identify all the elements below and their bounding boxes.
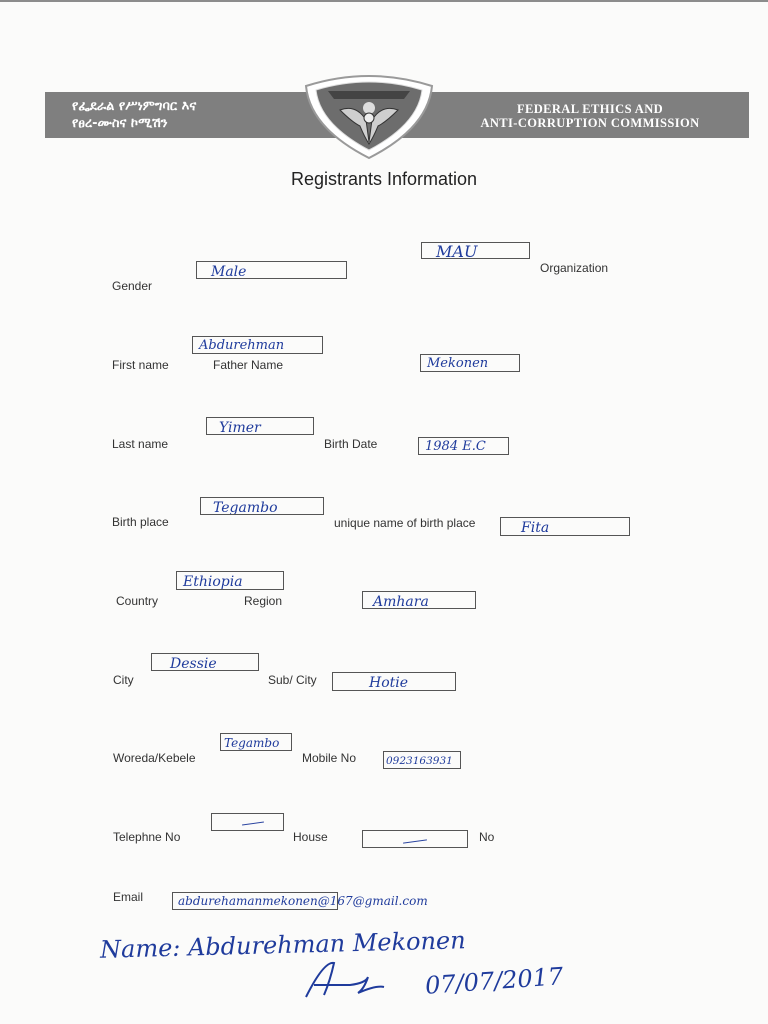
country-field[interactable] <box>176 571 284 590</box>
sub-city-value: Hotie <box>369 675 409 691</box>
mobile-field[interactable] <box>383 751 461 769</box>
sub-city-label: Sub/ City <box>268 673 317 687</box>
organization-field[interactable] <box>421 242 530 259</box>
telephone-label: Telephne No <box>113 830 181 844</box>
city-label: City <box>113 673 134 687</box>
gender-label: Gender <box>112 279 153 293</box>
telephone-field[interactable] <box>211 813 284 831</box>
sub-city-field[interactable] <box>332 672 456 691</box>
first-name-field[interactable] <box>192 336 323 354</box>
mobile-value: 0923163931 <box>386 755 453 767</box>
first-name-label: First name <box>112 358 169 372</box>
english-line-2: ANTI-CORRUPTION COMMISSION <box>480 116 700 130</box>
city-field[interactable] <box>151 653 259 671</box>
organization-value: MAU <box>436 242 478 259</box>
father-name-value: Mekonen <box>427 356 489 371</box>
region-label: Region <box>244 594 283 608</box>
amharic-line-1: የፌደራል የሥነምግባር እና <box>72 99 197 114</box>
house-no-field[interactable] <box>362 830 468 848</box>
woreda-kebele-value: Tegambo <box>224 736 280 750</box>
english-line-1: FEDERAL ETHICS AND <box>516 102 664 116</box>
mobile-label: Mobile No <box>302 751 357 765</box>
no-label: No <box>479 830 495 844</box>
birth-date-label: Birth Date <box>324 437 378 451</box>
last-name-label: Last name <box>112 437 169 451</box>
last-name-value: Yimer <box>219 420 261 435</box>
birth-date-value: 1984 E.C <box>425 439 486 454</box>
country-label: Country <box>116 594 159 608</box>
father-name-label: Father Name <box>213 358 284 372</box>
house-label: House <box>293 830 328 844</box>
house-dash-mark <box>403 839 427 843</box>
signature-mark-icon <box>300 955 390 1005</box>
telephone-dash-mark <box>242 821 264 825</box>
gender-value: Male <box>211 264 247 279</box>
birth-place-label: Birth place <box>112 515 169 529</box>
country-value: Ethiopia <box>183 574 243 590</box>
unique-birth-place-field[interactable] <box>500 517 630 536</box>
form-title: Registrants Information <box>290 169 478 189</box>
region-value: Amhara <box>373 594 429 609</box>
email-value: abdurehamanmekonen@167@gmail.com <box>178 894 428 908</box>
birth-place-field[interactable] <box>200 497 324 515</box>
last-name-field[interactable] <box>206 417 314 435</box>
email-label: Email <box>113 890 144 904</box>
birth-place-value: Tegambo <box>213 500 278 515</box>
woreda-kebele-field[interactable] <box>220 733 292 751</box>
unique-birth-place-value: Fita <box>521 520 550 536</box>
city-value: Dessie <box>170 656 217 671</box>
birth-date-field[interactable] <box>418 437 509 455</box>
gender-field[interactable] <box>196 261 347 279</box>
signature-name-line: Name: Abdurehman Mekonen <box>99 926 466 964</box>
region-field[interactable] <box>362 591 476 609</box>
unique-birth-place-label: unique name of birth place <box>334 516 476 530</box>
amharic-line-2: የፀረ-ሙስና ኮሚሽን <box>72 116 168 131</box>
father-name-field[interactable] <box>420 354 520 372</box>
shield-eagle-emblem-icon <box>300 66 438 160</box>
header-amharic-name <box>72 98 196 132</box>
signature-date: 07/07/2017 <box>424 962 565 1000</box>
page-top-edge <box>0 0 768 2</box>
first-name-value: Abdurehman <box>199 338 285 353</box>
organization-label: Organization <box>540 261 609 275</box>
header-english-name <box>440 102 740 130</box>
woreda-kebele-label: Woreda/Kebele <box>113 751 196 765</box>
